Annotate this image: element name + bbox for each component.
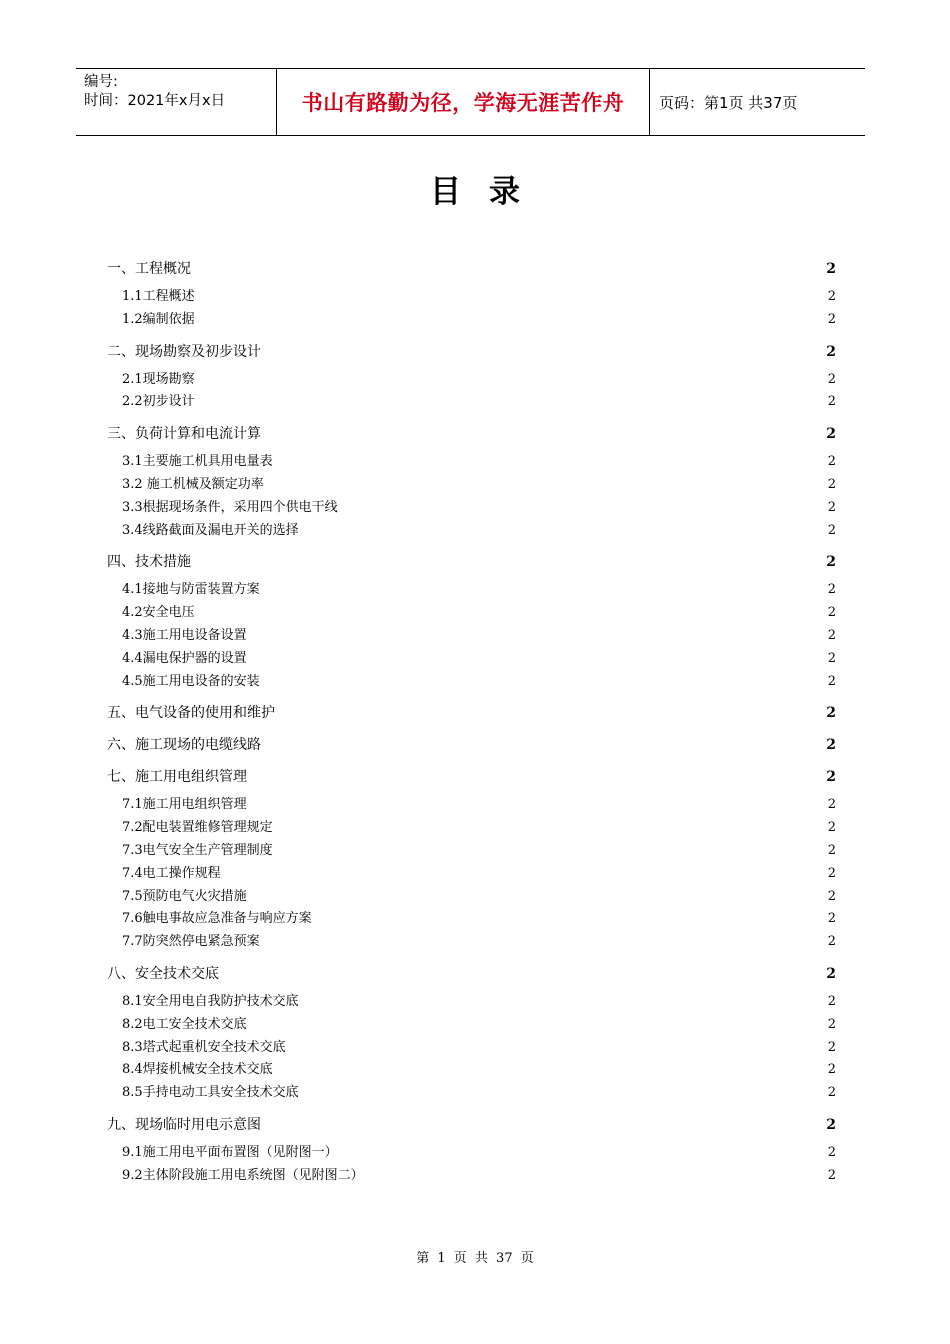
- toc-leader-dots: [197, 615, 826, 616]
- toc-page-number: 2: [827, 820, 836, 836]
- toc-leader-dots: [340, 510, 826, 511]
- toc-section-entry[interactable]: [107, 497, 836, 520]
- toc-section-entry[interactable]: [107, 931, 836, 954]
- toc-leader-dots: [275, 853, 826, 854]
- toc-section-entry[interactable]: [107, 886, 836, 909]
- toc-leader-dots: [301, 1095, 826, 1096]
- toc-page-number: 2: [827, 582, 836, 598]
- toc-entry-title: 1.1工程概述: [122, 289, 195, 304]
- header-page-code: 页码：第1页 共37页: [659, 93, 798, 112]
- toc-leader-dots: [223, 876, 826, 877]
- toc-leader-dots: [263, 355, 824, 356]
- toc-leader-dots: [249, 899, 826, 900]
- toc-entry-title: 八、安全技术交底: [107, 965, 219, 982]
- toc-page-number: 2: [826, 554, 836, 571]
- toc-chapter-entry[interactable]: [107, 341, 836, 364]
- toc-entry-title: 7.1施工用电组织管理: [122, 797, 247, 813]
- toc-entry-title: 8.2电工安全技术交底: [122, 1016, 247, 1032]
- toc-page-number: 2: [827, 888, 836, 904]
- toc-leader-dots: [366, 1178, 826, 1179]
- toc-page-number: 2: [827, 627, 836, 643]
- toc-entry-title: 3.1主要施工机具用电量表: [122, 454, 273, 470]
- toc-leader-dots: [340, 1155, 826, 1156]
- toc-entry-title: 7.2配电装置维修管理规定: [122, 820, 273, 836]
- toc-leader-dots: [301, 533, 826, 534]
- toc-entry-title: 8.1安全用电自我防护技术交底: [122, 993, 299, 1009]
- toc-section-entry[interactable]: [107, 520, 836, 543]
- toc-entry-title: 8.4焊接机械安全技术交底: [122, 1062, 273, 1078]
- toc-page-number: 2: [827, 371, 836, 387]
- header-motto: 书山有路勤为径，学海无涯苦作舟: [277, 69, 650, 135]
- toc-entry-title: 4.4漏电保护器的设置: [122, 650, 247, 666]
- toc-leader-dots: [197, 322, 826, 323]
- page-header: [76, 68, 865, 136]
- toc-section-entry[interactable]: [107, 908, 836, 931]
- toc-chapter-entry[interactable]: [107, 734, 836, 757]
- toc-page-number: 2: [826, 737, 836, 754]
- toc-chapter-entry[interactable]: [107, 551, 836, 574]
- toc-leader-dots: [193, 272, 824, 273]
- toc-leader-dots: [249, 807, 826, 808]
- toc-leader-dots: [249, 780, 824, 781]
- toc-section-entry[interactable]: [107, 794, 836, 817]
- toc-page-number: 2: [827, 1085, 836, 1101]
- toc-section-entry[interactable]: [107, 648, 836, 671]
- toc-section-entry[interactable]: [107, 602, 836, 625]
- toc-chapter-entry[interactable]: [107, 258, 836, 281]
- page-footer: 第 1 页 共 37 页: [416, 1251, 534, 1266]
- toc-section-entry[interactable]: [107, 1082, 836, 1105]
- toc-entry-title: 7.5预防电气火灾措施: [122, 888, 247, 904]
- toc-entry-title: 七、施工用电组织管理: [107, 769, 247, 786]
- toc-entry-title: 二、现场勘察及初步设计: [107, 343, 261, 360]
- serial-label: 编号:: [84, 74, 118, 90]
- toc-page-number: 2: [827, 1144, 836, 1160]
- toc-leader-dots: [263, 1128, 824, 1129]
- toc-section-entry[interactable]: [107, 391, 836, 414]
- toc-leader-dots: [288, 1050, 826, 1051]
- toc-leader-dots: [262, 684, 826, 685]
- header-info-cell: [76, 69, 277, 135]
- toc-chapter-entry[interactable]: [107, 423, 836, 446]
- toc-entry-title: 五、电气设备的使用和维护: [107, 705, 275, 722]
- toc-leader-dots: [314, 921, 826, 922]
- toc-page-number: 2: [827, 1039, 836, 1055]
- toc-section-entry[interactable]: [107, 1037, 836, 1060]
- toc-leader-dots: [197, 404, 826, 405]
- toc-section-entry[interactable]: [107, 671, 836, 694]
- toc-leader-dots: [277, 716, 824, 717]
- toc-entry-title: 7.7防突然停电紧急预案: [122, 934, 260, 950]
- toc-page-number: 2: [827, 934, 836, 950]
- toc-leader-dots: [275, 830, 826, 831]
- toc-entry-title: 9.2主体阶段施工用电系统图（见附图二）: [122, 1167, 364, 1183]
- toc-entry-title: 4.1接地与防雷装置方案: [122, 582, 260, 598]
- toc-entry-title: 2.2初步设计: [122, 394, 195, 410]
- toc-page-number: 2: [827, 605, 836, 621]
- toc-entry-title: 8.3塔式起重机安全技术交底: [122, 1039, 286, 1055]
- toc-section-entry[interactable]: [107, 1142, 836, 1165]
- toc-entry-title: 9.1施工用电平面布置图（见附图一）: [122, 1144, 338, 1160]
- toc-section-entry[interactable]: [107, 474, 836, 497]
- toc-page-number: 2: [826, 1116, 836, 1133]
- toc-page-number: 2: [827, 1167, 836, 1183]
- toc-page-number: 2: [827, 993, 836, 1009]
- toc-page-number: 2: [827, 911, 836, 927]
- toc-chapter-entry[interactable]: [107, 702, 836, 725]
- toc-section-entry[interactable]: [107, 579, 836, 602]
- toc-entry-title: 九、现场临时用电示意图: [107, 1116, 261, 1133]
- toc-section-entry[interactable]: [107, 286, 836, 309]
- toc-leader-dots: [193, 565, 824, 566]
- toc-section-entry[interactable]: [107, 369, 836, 392]
- toc-page-number: 2: [826, 261, 836, 277]
- toc-entry-title: 7.4电工操作规程: [122, 865, 221, 881]
- toc-page-number: 2: [827, 522, 836, 538]
- toc-section-entry[interactable]: [107, 1165, 836, 1188]
- toc-leader-dots: [275, 464, 826, 465]
- toc-section-entry[interactable]: [107, 863, 836, 886]
- toc-page-number: 2: [826, 343, 836, 360]
- toc-page-number: 2: [827, 1062, 836, 1078]
- toc-entry-title: 4.5施工用电设备的安装: [122, 673, 260, 689]
- toc-page-number: 2: [827, 797, 836, 813]
- page-title: 目录: [430, 174, 548, 210]
- toc-entry-title: 2.1现场勘察: [122, 371, 195, 387]
- toc-page-number: 2: [827, 289, 836, 304]
- toc-page-number: 2: [827, 499, 836, 515]
- toc-page-number: 2: [827, 865, 836, 881]
- toc-leader-dots: [263, 748, 824, 749]
- toc-chapter-entry[interactable]: [107, 963, 836, 986]
- toc-entry-title: 3.3根据现场条件，采用四个供电干线: [122, 499, 338, 515]
- toc-leader-dots: [249, 638, 826, 639]
- toc-entry-title: 一、工程概况: [107, 261, 191, 277]
- toc-leader-dots: [197, 382, 826, 383]
- toc-section-entry[interactable]: [107, 991, 836, 1014]
- toc-leader-dots: [221, 977, 824, 978]
- time-label: 时间：2021年x月x日: [84, 93, 226, 109]
- toc-page-number: 2: [826, 426, 836, 443]
- toc-page-number: 2: [827, 842, 836, 858]
- toc-section-entry[interactable]: [107, 840, 836, 863]
- toc-page-number: 2: [827, 1016, 836, 1032]
- toc-chapter-entry[interactable]: [107, 1114, 836, 1137]
- toc-page-number: 2: [827, 673, 836, 689]
- toc-section-entry[interactable]: [107, 817, 836, 840]
- table-of-contents: [107, 258, 836, 1188]
- toc-page-number: 2: [827, 394, 836, 410]
- toc-leader-dots: [197, 299, 826, 300]
- toc-section-entry[interactable]: [107, 451, 836, 474]
- toc-entry-title: 4.3施工用电设备设置: [122, 627, 247, 643]
- toc-entry-title: 1.2编制依据: [122, 311, 195, 327]
- toc-entry-title: 3.2 施工机械及额定功率: [122, 476, 264, 492]
- toc-entry-title: 4.2安全电压: [122, 605, 195, 621]
- toc-section-entry[interactable]: [107, 1059, 836, 1082]
- toc-entry-title: 三、负荷计算和电流计算: [107, 426, 261, 443]
- toc-entry-title: 四、技术措施: [107, 554, 191, 571]
- toc-leader-dots: [262, 592, 826, 593]
- toc-page-number: 2: [827, 476, 836, 492]
- toc-leader-dots: [262, 944, 826, 945]
- toc-leader-dots: [263, 437, 824, 438]
- toc-entry-title: 3.4线路截面及漏电开关的选择: [122, 522, 299, 538]
- toc-section-entry[interactable]: [107, 1014, 836, 1037]
- toc-leader-dots: [266, 487, 826, 488]
- toc-chapter-entry[interactable]: [107, 766, 836, 789]
- toc-page-number: 2: [827, 454, 836, 470]
- toc-leader-dots: [249, 1027, 826, 1028]
- toc-entry-title: 7.6触电事故应急准备与响应方案: [122, 911, 312, 927]
- toc-page-number: 2: [826, 769, 836, 786]
- toc-leader-dots: [275, 1072, 826, 1073]
- toc-section-entry[interactable]: [107, 625, 836, 648]
- toc-entry-title: 六、施工现场的电缆线路: [107, 737, 261, 754]
- toc-page-number: 2: [826, 965, 836, 982]
- toc-leader-dots: [249, 661, 826, 662]
- toc-page-number: 2: [827, 311, 836, 327]
- toc-entry-title: 7.3电气安全生产管理制度: [122, 842, 273, 858]
- toc-entry-title: 8.5手持电动工具安全技术交底: [122, 1085, 299, 1101]
- toc-section-entry[interactable]: [107, 309, 836, 332]
- toc-page-number: 2: [827, 650, 836, 666]
- toc-leader-dots: [301, 1004, 826, 1005]
- toc-page-number: 2: [826, 705, 836, 722]
